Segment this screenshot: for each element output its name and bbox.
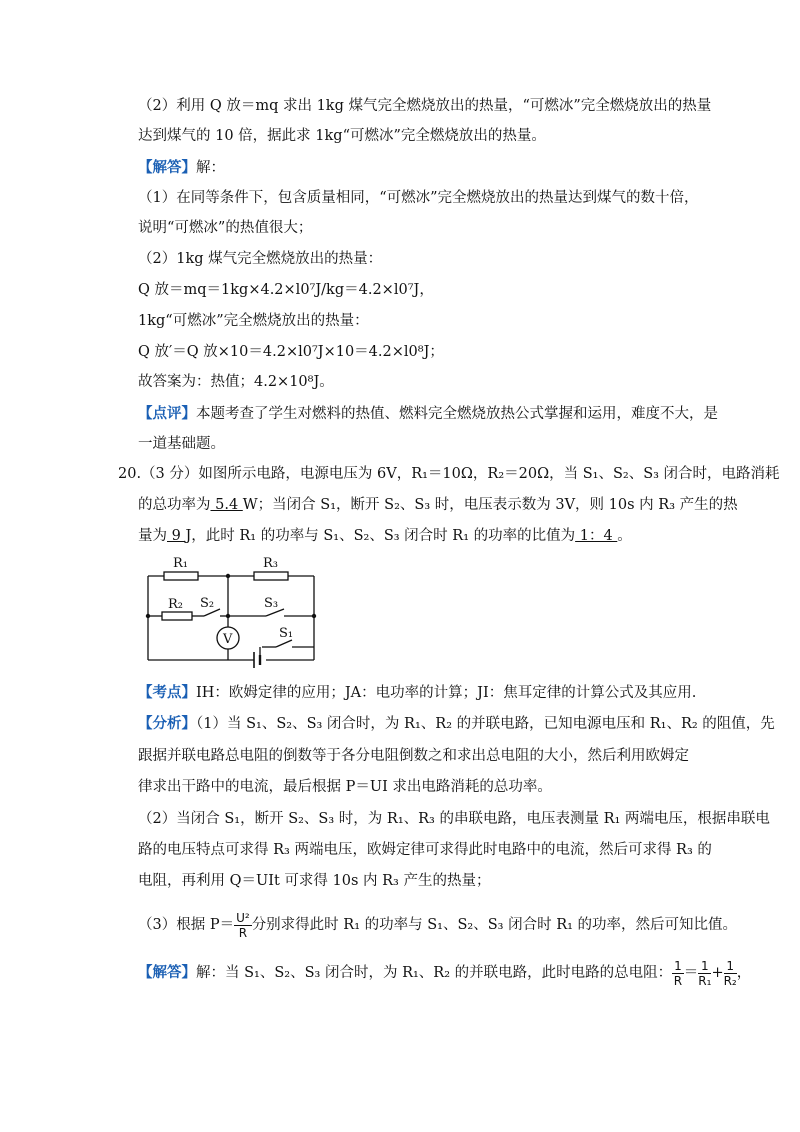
label-s1: S₁ [279, 626, 294, 641]
fraction-denominator: R [673, 973, 683, 988]
text-line: 1kg“可燃冰”完全燃烧放出的热量： [138, 313, 369, 329]
analysis-text: 分别求得此时 R₁ 的功率与 S₁、S₂、S₃ 闭合时 R₁ 的功率，然后可知比值。 [251, 917, 738, 933]
text-line: （2）1kg 煤气完全燃烧放出的热量： [138, 251, 383, 267]
text-line: （2）利用 Q 放＝mq 求出 1kg 煤气完全燃烧放出的热量，“可燃冰”完全燃烧放出的热量 [138, 98, 712, 114]
answer-line: 故答案为：热值；4.2×10⁸J。 [138, 374, 334, 390]
punctuation: ， [736, 965, 752, 981]
question-20-line [138, 495, 738, 515]
fraction-denominator: R [238, 925, 248, 940]
label-r1: R₁ [173, 556, 188, 571]
answer-tag: 【解答】 [138, 964, 196, 981]
text-line: 一道基础题。 [138, 436, 225, 452]
kaodian-tag: 【考点】 [138, 684, 196, 701]
switch-s1 [276, 640, 292, 647]
label-r2: R₂ [168, 597, 183, 612]
answer-intro: 解： [196, 160, 225, 176]
label-voltmeter: V [223, 632, 233, 647]
eq-left-fraction [672, 959, 684, 988]
fraction-denominator: R₁ [698, 973, 712, 988]
analysis-line [138, 714, 775, 734]
comment-line [138, 404, 718, 424]
analysis-line: 律求出干路中的电流，最后根据 P＝UI 求出电路消耗的总功率。 [138, 779, 552, 795]
power-fraction [234, 911, 252, 940]
q-text: 量为 [138, 528, 167, 544]
analysis-line: （2）当闭合 S₁，断开 S₂、S₃ 时，为 R₁、R₃ 的串联电路，电压表测量 R₁ 两端电压，根据串联电 [138, 811, 770, 827]
circuit-diagram [142, 552, 332, 668]
label-r3: R₃ [263, 556, 278, 571]
fraction-numerator: 1 [698, 959, 711, 974]
kaodian-line [138, 683, 696, 703]
label-s3: S₃ [264, 596, 279, 611]
question-20-line [138, 526, 632, 546]
resistor-r2 [162, 612, 192, 620]
eq-r1-fraction [698, 959, 711, 988]
answer-text: 解：当 S₁、S₂、S₃ 闭合时，为 R₁、R₂ 的并联电路，此时电路的总电阻： [196, 965, 673, 981]
answer-blank-3: 1：4 [575, 528, 618, 544]
answer-line [138, 956, 751, 990]
analysis-text: （3）根据 P＝ [138, 917, 235, 933]
kaodian-text: IH：欧姆定律的应用；JA：电功率的计算；JI：焦耳定律的计算公式及其应用. [196, 685, 697, 701]
answer-heading [138, 158, 225, 178]
analysis-line [138, 908, 737, 942]
text-line: 说明“可燃冰”的热值很大； [138, 220, 313, 236]
formula-line: Q 放′＝Q 放×10＝4.2×l0⁷J×10＝4.2×l0⁸J； [138, 344, 444, 360]
fraction-numerator: 1 [674, 958, 682, 973]
q-text: 。 [617, 528, 632, 544]
eq-r2-fraction [724, 959, 737, 988]
analysis-line: 跟据并联电路总电阻的倒数等于各分电阻倒数之和求出总电阻的大小，然后利用欧姆定 [138, 748, 689, 764]
question-20-line: 20.（3 分）如图所示电路，电源电压为 6V，R₁＝10Ω，R₂＝20Ω，当 S₁、S₂、S₃ 闭合时，电路消耗 [118, 466, 780, 482]
fraction-denominator: R₂ [723, 973, 737, 988]
answer-blank-1: 5.4 [210, 497, 243, 513]
resistor-r1 [164, 572, 198, 580]
answer-tag: 【解答】 [138, 159, 196, 176]
plus-sign: + [711, 965, 724, 981]
q-text: 的总功率为 [138, 497, 211, 513]
q-text: J，此时 R₁ 的功率与 S₁、S₂、S₃ 闭合时 R₁ 的功率的比值为 [185, 528, 576, 544]
fraction-numerator: U² [236, 910, 250, 925]
formula-line: Q 放＝mq＝1kg×4.2×l0⁷J/kg＝4.2×l0⁷J， [138, 282, 434, 298]
text-line: （1）在同等条件下，包含质量相同，“可燃冰”完全燃烧放出的热量达到煤气的数十倍， [138, 190, 699, 206]
analysis-tag: 【分析】 [138, 715, 196, 732]
text-line: 达到煤气的 10 倍，据此求 1kg“可燃冰”完全燃烧放出的热量。 [138, 128, 546, 144]
q-text: W；当闭合 S₁，断开 S₂、S₃ 时，电压表示数为 3V，则 10s 内 R₃ 产生的热 [242, 497, 738, 513]
fraction-numerator: 1 [724, 959, 737, 974]
answer-blank-2: 9 [167, 528, 186, 544]
resistor-r3 [254, 572, 288, 580]
comment-tag: 【点评】 [138, 405, 196, 422]
equals-sign: ＝ [683, 965, 699, 981]
analysis-line: 电阻，再利用 Q＝UIt 可求得 10s 内 R₃ 产生的热量； [138, 873, 491, 889]
analysis-text: （1）当 S₁、S₂、S₃ 闭合时，为 R₁、R₂ 的并联电路，已知电源电压和 R₁、R₂ 的阻值，先 [196, 716, 775, 732]
comment-text: 本题考查了学生对燃料的热值、燃料完全燃烧放热公式掌握和运用，难度不大，是 [196, 406, 718, 422]
analysis-line: 路的电压特点可求得 R₃ 两端电压，欧姆定律可求得此时电路中的电流，然后可求得 R₃ 的 [138, 842, 712, 858]
label-s2: S₂ [200, 596, 215, 611]
